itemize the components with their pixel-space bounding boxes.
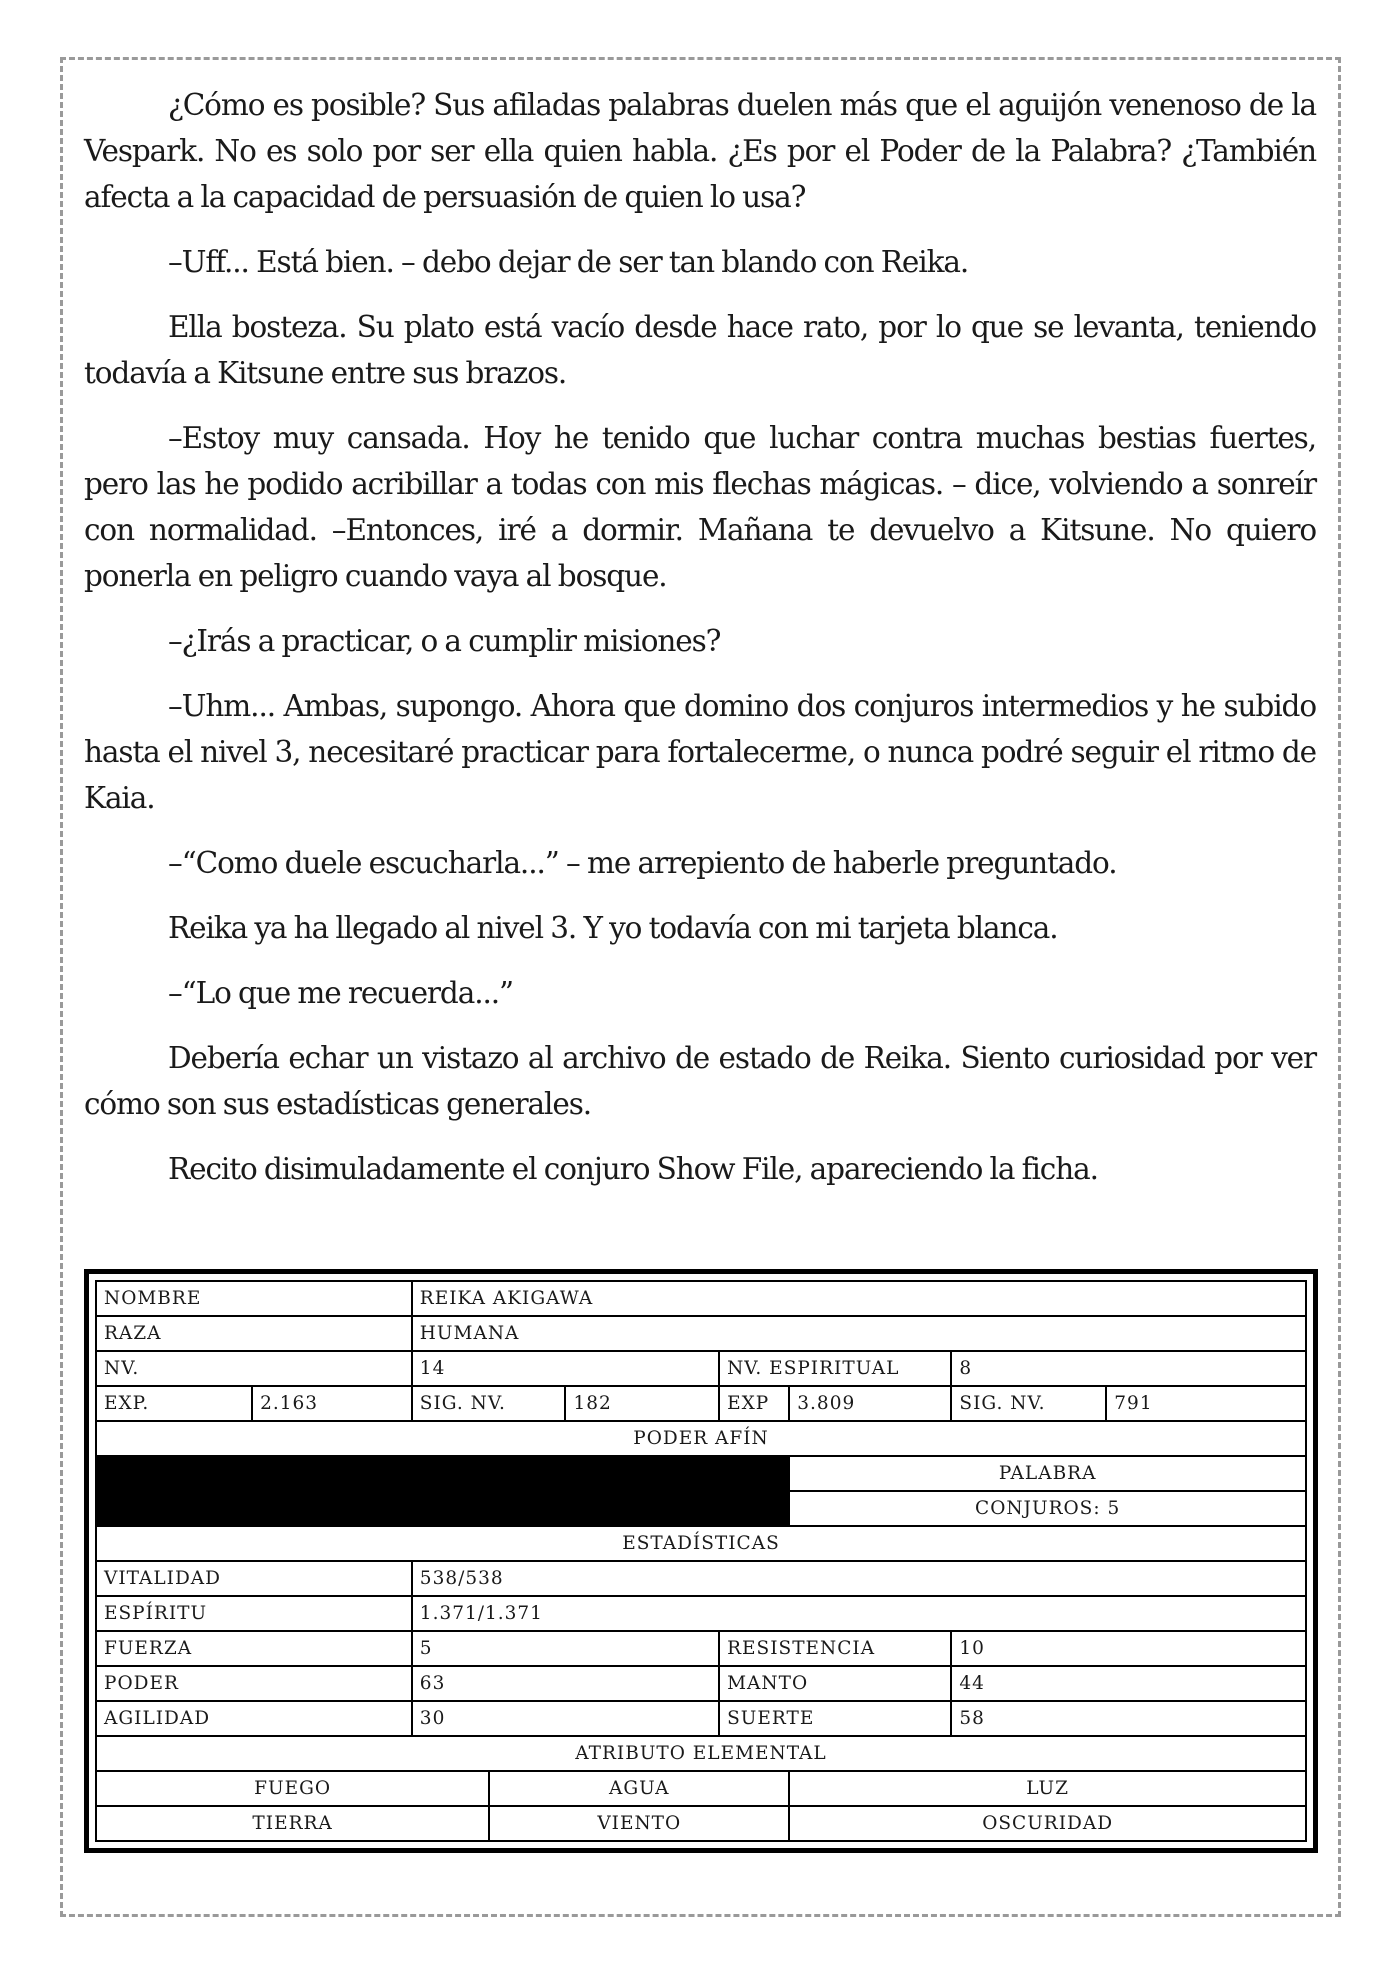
redacted-cell [489,1491,789,1526]
espiritu-value: 1.371/1.371 [412,1596,1306,1631]
nivel-espiritual-value: 8 [951,1351,1306,1386]
exp-value: 2.163 [252,1386,412,1421]
status-table [95,1280,1307,1842]
paragraph: –¿Irás a practicar, o a cumplir misiones? [168,624,721,658]
siguiente-nivel-espiritual-label: SIG. NV. [951,1386,1106,1421]
resistencia-value: 10 [951,1631,1306,1666]
paragraph: –Estoy muy cansada. Hoy he tenido que luchar contra muchas bestias fuertes, pero las he podido acribillar a todas con mis flechas mágicas. – dice, volviendo a sonreír con normalidad. –Entonces, iré a dormir. Mañana te devuelvo a Kitsune. No quiero ponerla en peligro cuando vaya al bosque. [84,421,1316,593]
paragraph: Reika ya ha llegado al nivel 3. Y yo todavía con mi tarjeta blanca. [168,911,1058,945]
estadisticas-header: ESTADÍSTICAS [96,1526,1306,1561]
paragraph: ¿Cómo es posible? Sus afiladas palabras duelen más que el aguijón venenoso de la Vespark. No es solo por ser ella quien habla. ¿Es por el Poder de la Palabra? ¿También afecta a la capacidad de persuasión de quien lo usa? [84,88,1316,214]
resistencia-label: RESISTENCIA [719,1631,951,1666]
story-text [84,82,1316,1192]
nombre-value: REIKA AKIGAWA [412,1281,1306,1316]
paragraph: Debería echar un vistazo al archivo de estado de Reika. Siento curiosidad por ver cómo son sus estadísticas generales. [84,1041,1316,1121]
atributo-elemental-header: ATRIBUTO ELEMENTAL [96,1736,1306,1771]
raza-value: HUMANA [412,1316,1306,1351]
fuerza-label: FUERZA [96,1631,412,1666]
paragraph: –“Como duele escucharla...” – me arrepiento de haberle preguntado. [168,846,1117,880]
fuerza-value: 5 [412,1631,719,1666]
redacted-cell [489,1456,789,1491]
siguiente-nivel-label: SIG. NV. [412,1386,566,1421]
paragraph: Ella bosteza. Su plato está vacío desde hace rato, por lo que se levanta, teniendo todavía a Kitsune entre sus brazos. [84,310,1316,390]
siguiente-nivel-espiritual-value: 791 [1106,1386,1306,1421]
espiritu-label: ESPÍRITU [96,1596,412,1631]
element-fuego: FUEGO [96,1771,489,1806]
nivel-label: NV. [96,1351,412,1386]
redacted-cell [96,1456,489,1491]
element-luz: LUZ [789,1771,1306,1806]
manto-label: MANTO [719,1666,951,1701]
nivel-espiritual-label: NV. ESPIRITUAL [719,1351,951,1386]
exp-label: EXP. [96,1386,252,1421]
paragraph: Recito disimuladamente el conjuro Show File, apareciendo la ficha. [168,1152,1098,1186]
nombre-label: NOMBRE [96,1281,412,1316]
poder-label: PODER [96,1666,412,1701]
status-sheet [84,1269,1318,1853]
exp-espiritual-value: 3.809 [789,1386,951,1421]
agilidad-label: AGILIDAD [96,1701,412,1736]
poder-value: 63 [412,1666,719,1701]
exp-espiritual-label: EXP [719,1386,789,1421]
paragraph: –Uhm... Ambas, supongo. Ahora que domino dos conjuros intermedios y he subido hasta el nivel 3, necesitaré practicar para fortalecerme, o nunca podré seguir el ritmo de Kaia. [84,689,1316,815]
vitalidad-label: VITALIDAD [96,1561,412,1596]
element-viento: VIENTO [489,1806,789,1841]
paragraph: –Uff... Está bien. – debo dejar de ser tan blando con Reika. [168,245,969,279]
element-oscuridad: OSCURIDAD [789,1806,1306,1841]
poder-afin-header: PODER AFÍN [96,1421,1306,1456]
suerte-label: SUERTE [719,1701,951,1736]
agilidad-value: 30 [412,1701,719,1736]
redacted-cell [96,1491,489,1526]
element-tierra: TIERRA [96,1806,489,1841]
siguiente-nivel-value: 182 [565,1386,719,1421]
vitalidad-value: 538/538 [412,1561,1306,1596]
conjuros-count: CONJUROS: 5 [789,1491,1306,1526]
poder-name: PALABRA [789,1456,1306,1491]
element-agua: AGUA [489,1771,789,1806]
raza-label: RAZA [96,1316,412,1351]
suerte-value: 58 [951,1701,1306,1736]
paragraph: –“Lo que me recuerda...” [168,976,514,1010]
nivel-value: 14 [412,1351,719,1386]
manto-value: 44 [951,1666,1306,1701]
